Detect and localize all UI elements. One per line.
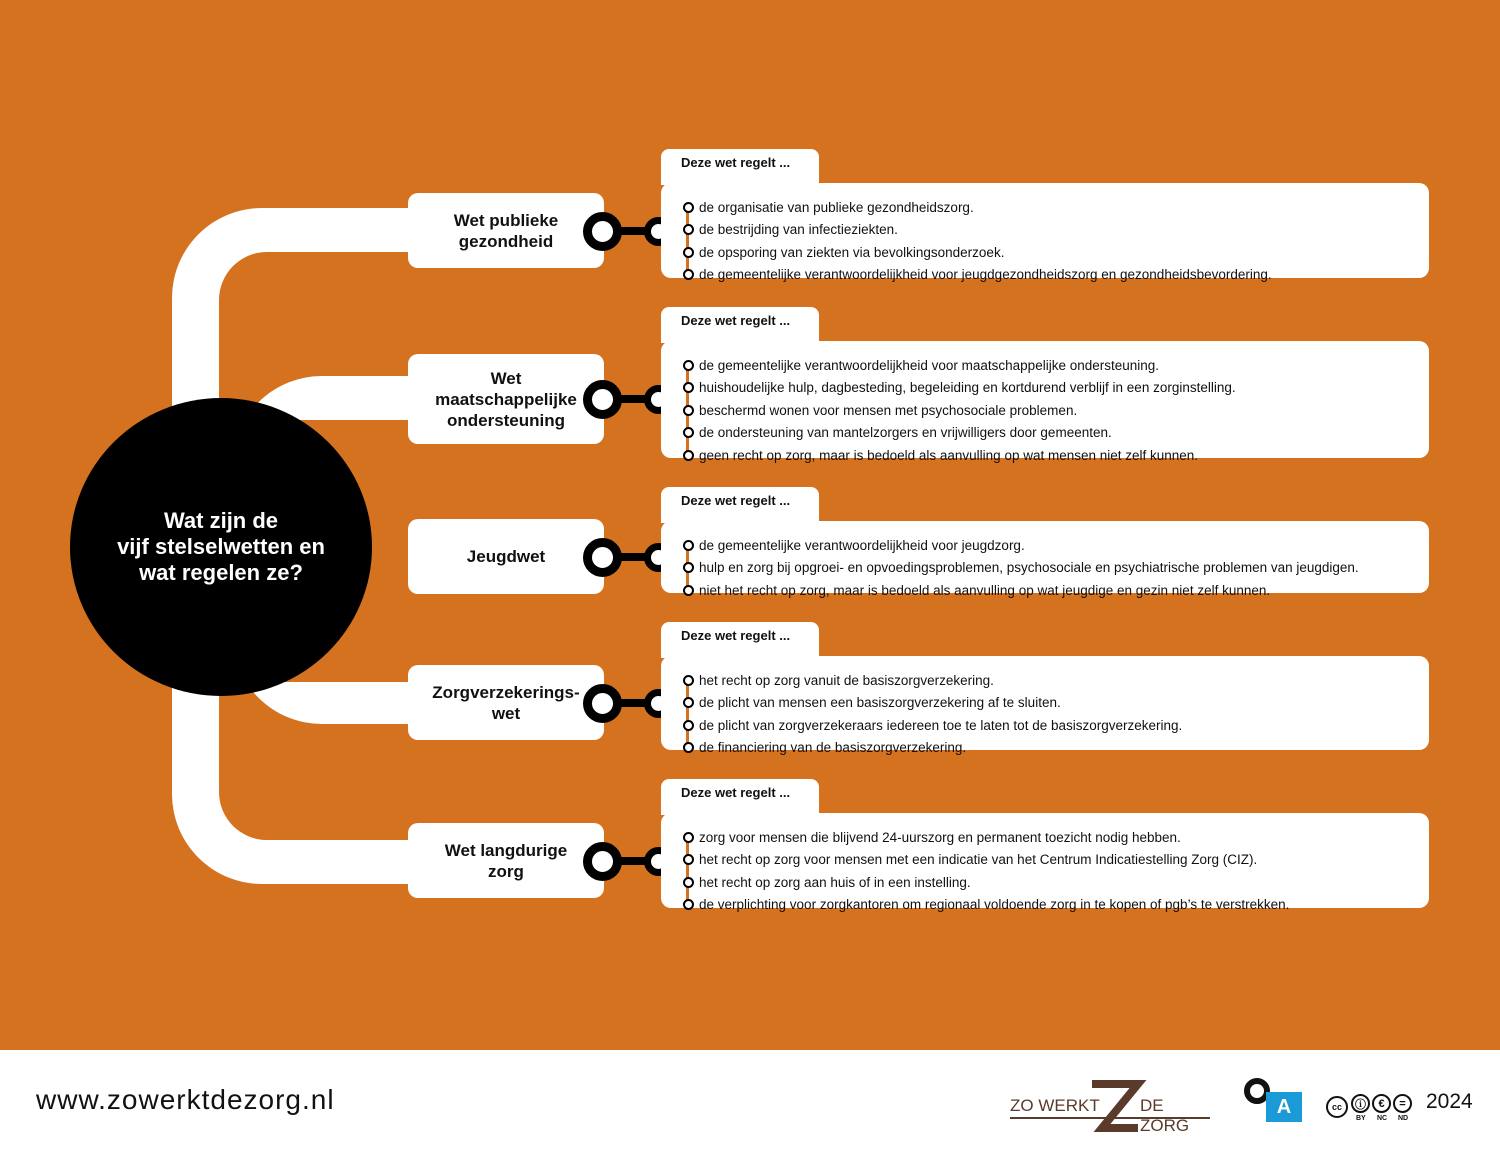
list-item: [688, 849, 1257, 871]
regelt-tab: Deze wet regelt ...: [661, 622, 819, 658]
law-box[interactable]: Zorgverzekerings- wet: [408, 665, 604, 740]
bullet-ring-icon: [683, 720, 694, 731]
list-item-text: de organisatie van publieke gezondheidszorg.: [699, 199, 974, 215]
bullet-ring-icon: [683, 697, 694, 708]
list-item-text: niet het recht op zorg, maar is bedoeld als aanvulling op wat jeugdige en gezin niet zelf kunnen.: [699, 582, 1271, 598]
list-item: [688, 422, 1112, 444]
list-item: [688, 377, 1236, 399]
list-item: [688, 871, 971, 893]
website-url[interactable]: www.zowerktdezorg.nl: [36, 1084, 335, 1115]
bullet-ring-icon: [683, 877, 694, 888]
bullet-ring-icon: [683, 899, 694, 910]
list-item: [688, 737, 966, 759]
list-item-text: de opsporing van ziekten via bevolkingsonderzoek.: [699, 244, 1005, 260]
list-item: [688, 826, 1181, 848]
bullet-ring-icon: [683, 427, 694, 438]
bullet-ring-icon: [683, 382, 694, 393]
bullet-ring-icon: [683, 405, 694, 416]
law-box[interactable]: Wet publieke gezondheid: [408, 193, 604, 268]
list-item-text: de ondersteuning van mantelzorgers en vrijwilligers door gemeenten.: [699, 425, 1112, 440]
bullet-ring-icon: [683, 675, 694, 686]
logo-text-left: ZO WERKT: [1010, 1096, 1100, 1115]
regelt-tab: Deze wet regelt ...: [661, 487, 819, 523]
law-ring-icon: [583, 684, 622, 723]
list-item-text: geen recht op zorg, maar is bedoeld als aanvulling op wat mensen niet zelf kunnen.: [699, 447, 1199, 463]
list-item-text: de financiering van de basiszorgverzekering.: [699, 740, 967, 755]
law-ring-icon: [583, 212, 622, 251]
regelt-tab: Deze wet regelt ...: [661, 149, 819, 185]
cc-icon: cc: [1326, 1096, 1348, 1118]
publisher-logo: [1244, 1078, 1302, 1124]
bullet-ring-icon: [683, 360, 694, 371]
list-item-text: hulp en zorg bij opgroei- en opvoedingsproblemen, psychosociale en psychiatrische problemen van jeugdigen.: [699, 560, 1359, 575]
bullet-ring-icon: [683, 832, 694, 843]
bullet-ring-icon: [683, 202, 694, 213]
list-item: [688, 241, 1004, 263]
list-item-text: de gemeentelijke verantwoordelijkheid voor jeugdzorg.: [699, 537, 1025, 553]
bullet-ring-icon: [683, 585, 694, 596]
publication-year: 2024: [1426, 1090, 1473, 1113]
list-item-text: beschermd wonen voor mensen met psychosociale problemen.: [699, 402, 1078, 418]
bullet-ring-icon: [683, 562, 694, 573]
list-item-text: de gemeentelijke verantwoordelijkheid voor maatschappelijke ondersteuning.: [699, 357, 1160, 373]
bullet-ring-icon: [683, 854, 694, 865]
bullet-ring-icon: [683, 540, 694, 551]
publisher-a-icon: A: [1266, 1092, 1302, 1122]
list-item: [688, 714, 1182, 736]
list-item: [688, 264, 1272, 286]
list-item-text: huishoudelijke hulp, dagbesteding, begeleiding en kortdurend verblijf in een zorginstelling.: [699, 380, 1236, 395]
cc-nc-label: NC: [1377, 1115, 1388, 1122]
list-item: [688, 579, 1270, 601]
list-item: [688, 196, 974, 218]
list-item: [688, 219, 898, 241]
list-item: [688, 557, 1359, 579]
zo-werkt-de-zorg-logo: [1010, 1080, 1212, 1134]
list-item: [688, 399, 1077, 421]
cc-by-label: BY: [1356, 1115, 1366, 1122]
list-item-text: de plicht van zorgverzekeraars iedereen toe te laten tot de basiszorgverzekering.: [699, 717, 1183, 733]
bullet-ring-icon: [683, 742, 694, 753]
list-item-text: de verplichting voor zorgkantoren om regionaal voldoende zorg in te kopen of pgb’s te verstrekken.: [699, 897, 1290, 912]
logo-text-right: DE ZORG: [1140, 1096, 1190, 1135]
list-item: [688, 669, 994, 691]
list-item-text: het recht op zorg aan huis of in een instelling.: [699, 874, 971, 890]
list-item-text: het recht op zorg voor mensen met een indicatie van het Centrum Indicatiestelling Zorg (CIZ).: [699, 852, 1258, 867]
law-ring-icon: [583, 380, 622, 419]
law-box[interactable]: Jeugdwet: [408, 519, 604, 594]
bullet-ring-icon: [683, 247, 694, 258]
cc-nd-label: ND: [1398, 1115, 1409, 1122]
creative-commons-license: [1326, 1094, 1418, 1126]
bullet-ring-icon: [683, 269, 694, 280]
cc-nc-icon: €: [1372, 1094, 1391, 1113]
regelt-tab: Deze wet regelt ...: [661, 307, 819, 343]
list-item: [688, 534, 1025, 556]
list-item-text: de gemeentelijke verantwoordelijkheid voor jeugdgezondheidszorg en gezondheidsbevordering.: [699, 267, 1272, 282]
cc-nd-icon: =: [1393, 1094, 1412, 1113]
law-ring-icon: [583, 538, 622, 577]
law-box[interactable]: Wet maatschappelijke ondersteuning: [408, 354, 604, 444]
list-item-text: de plicht van mensen een basiszorgverzekering af te sluiten.: [699, 695, 1061, 710]
bullet-ring-icon: [683, 224, 694, 235]
list-item-text: zorg voor mensen die blijvend 24-uurszorg en permanent toezicht nodig hebben.: [699, 829, 1181, 845]
list-item-text: de bestrijding van infectieziekten.: [699, 222, 898, 237]
list-item: [688, 894, 1289, 916]
cc-by-icon: ⓘ: [1351, 1094, 1370, 1113]
law-ring-icon: [583, 842, 622, 881]
list-item-text: het recht op zorg vanuit de basiszorgverzekering.: [699, 672, 994, 688]
list-item: [688, 444, 1198, 466]
central-question: Wat zijn de vijf stelselwetten en wat regelen ze?: [70, 398, 372, 696]
law-box[interactable]: Wet langdurige zorg: [408, 823, 604, 898]
bullet-ring-icon: [683, 450, 694, 461]
list-item: [688, 354, 1159, 376]
list-item: [688, 692, 1061, 714]
regelt-tab: Deze wet regelt ...: [661, 779, 819, 815]
